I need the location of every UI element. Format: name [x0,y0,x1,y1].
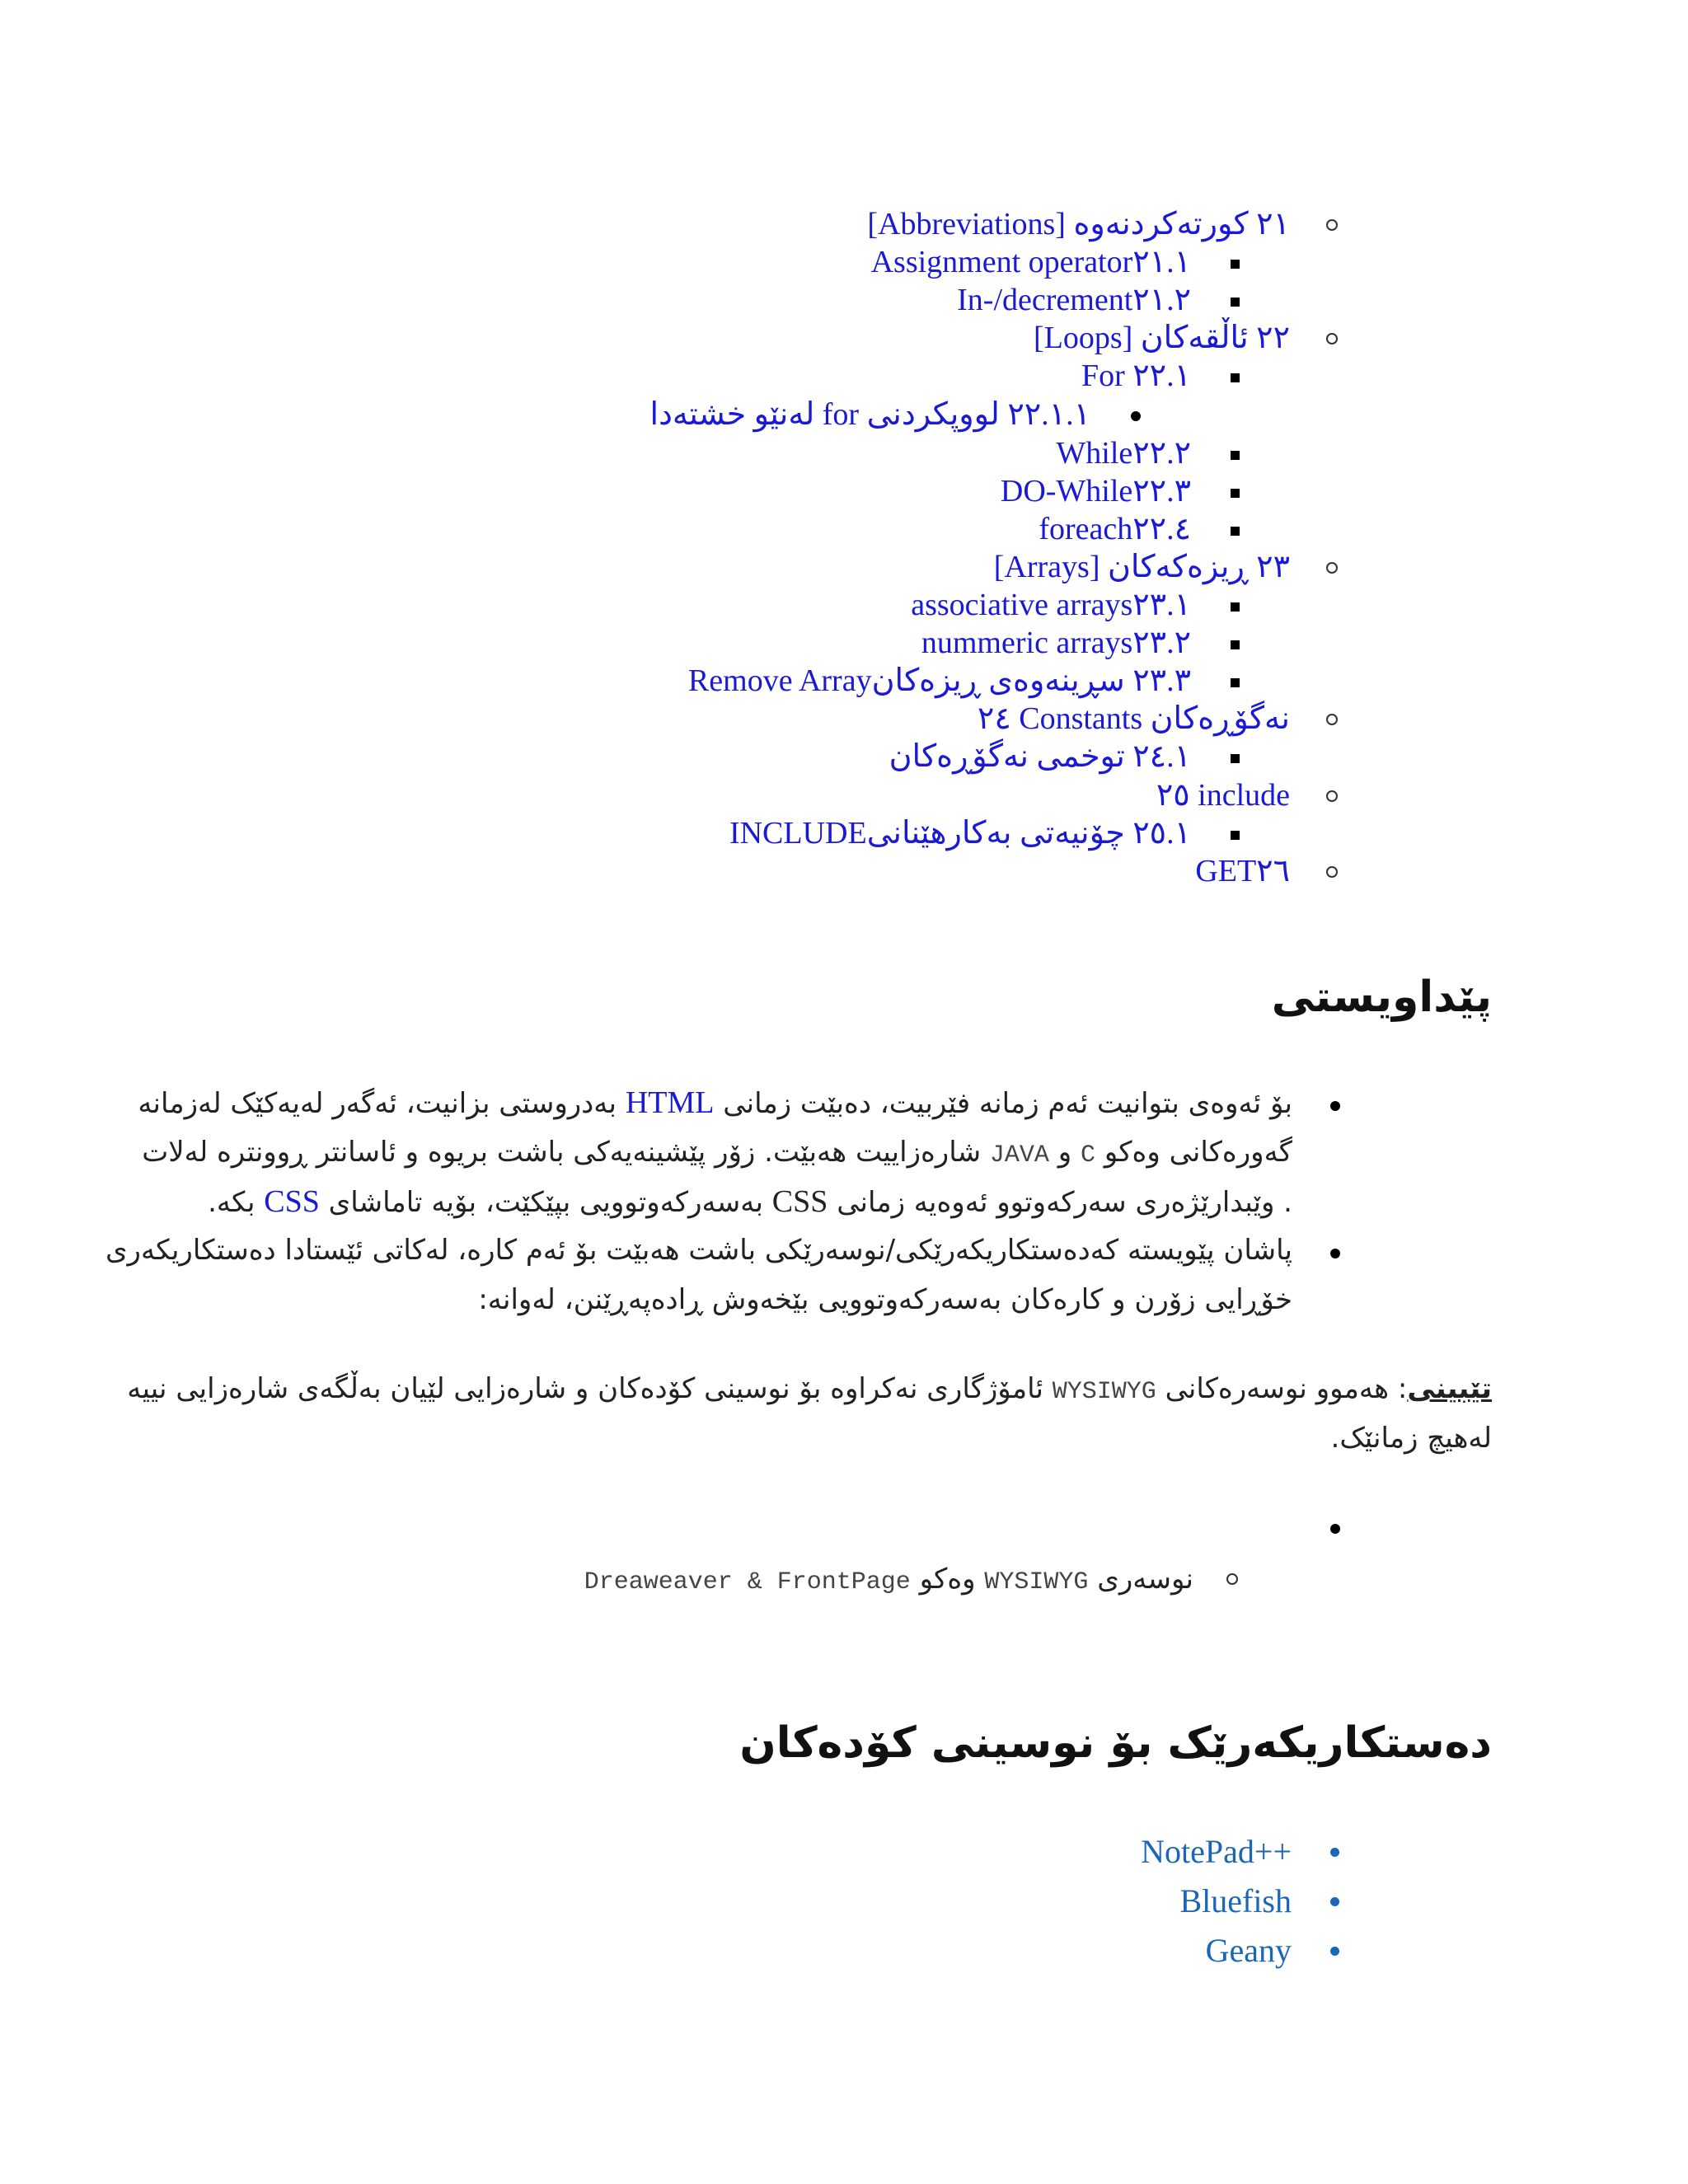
requirements-bullet-line [142,1127,1292,1180]
css-link[interactable]: CSS [264,1184,320,1219]
toc-item[interactable] [0,281,1688,319]
toc-item[interactable] [0,776,1688,814]
toc-link[interactable]: foreach٢٢.٤ [1039,512,1191,546]
toc-item[interactable] [0,852,1688,890]
square-bullet-icon [1231,754,1240,763]
toc-link[interactable]: ٢٢ ئاڵقەکان [Loops] [1033,321,1290,355]
toc-link[interactable]: ٢٥.١ چۆنیەتی بەکارهێنانیINCLUDE [729,816,1191,851]
code-examples: Dreaweaver & FrontPage [584,1568,911,1596]
circle-bullet-icon [1326,866,1338,878]
toc-item[interactable] [0,434,1688,472]
square-bullet-icon [1231,260,1240,269]
editor-link-bluefish[interactable]: Bluefish [1179,1882,1292,1919]
editor-link-geany[interactable]: Geany [1205,1932,1292,1969]
requirements-bullet-line [138,1078,1292,1128]
toc-link[interactable]: ٢٢.١.١ لووپکردنی for لەنێو خشتەدا [649,397,1090,432]
toc-item[interactable] [0,243,1688,281]
disc-bullet-icon [1330,1848,1339,1857]
toc-item[interactable] [0,319,1688,357]
toc-item[interactable] [0,700,1688,738]
code-wysiwyg: WYSIWYG [1052,1378,1156,1406]
square-bullet-icon [1231,640,1240,649]
toc-link[interactable]: associative arrays٢٣.١ [911,588,1191,622]
toc-link[interactable]: In-/decrement٢١.٢ [957,283,1191,317]
toc-link[interactable]: ٢٣ ڕیزەکەکان [Arrays] [993,550,1290,584]
text-segment: وەکو [919,1563,976,1596]
requirements-heading: پێداویستی [1271,972,1492,1022]
circle-bullet-icon [1326,562,1338,574]
toc-link[interactable]: ٢٤ Constants نەگۆڕەکان [977,701,1290,736]
toc-link[interactable]: ٢١ کورتەکردنەوە [Abbreviations] [867,207,1290,241]
square-bullet-icon [1231,298,1240,307]
circle-bullet-icon [1326,219,1338,231]
disc-bullet-icon [1330,1524,1340,1534]
circle-bullet-icon [1226,1573,1238,1585]
disc-bullet-icon [1330,1897,1339,1906]
disc-bullet-icon [1330,1947,1339,1956]
disc-bullet-icon [1330,1249,1340,1258]
toc-item[interactable] [0,510,1688,548]
text-segment: بەسەرکەوتوویی بپێکێت، بۆیە تاماشای [328,1186,763,1219]
text-segment: گەورەکانی وەکو [1104,1136,1292,1169]
toc-link[interactable]: ٢٥ include [1156,778,1290,813]
circle-bullet-icon [1326,790,1338,802]
toc-link[interactable]: While٢٢.٢ [1056,436,1191,471]
text-segment: بکە. [208,1186,256,1219]
html-link[interactable]: HTML [625,1085,715,1120]
editors-heading: دەستکاریکەرێک بۆ نوسینی کۆدەکان [739,1718,1492,1768]
square-bullet-icon [1231,373,1240,382]
wysiwyg-editors-item [584,1554,1193,1607]
text-segment: نوسەری [1097,1563,1193,1596]
disc-bullet-icon [1330,1101,1340,1111]
text-segment: : هەموو نوسەرەکانی [1165,1372,1408,1405]
disc-bullet-icon [1131,411,1141,421]
text-segment: شارەزاییت هەبێت. زۆر پێشینەیەکی باشت بریوە و ئاسانتر ڕوونترە لەلات [142,1136,982,1169]
text-segment: . وێبدارێژەری سەرکەوتوو ئەوەیە زمانی [837,1186,1292,1219]
toc-item[interactable] [0,814,1688,852]
toc-link[interactable]: For ٢٢.١ [1081,359,1191,393]
toc-link[interactable]: nummeric arrays٢٣.٢ [921,626,1191,660]
square-bullet-icon [1231,602,1240,612]
square-bullet-icon [1231,451,1240,460]
text-segment: بەدروستی بزانیت، ئەگەر لەیەکێک لەزمانە [138,1087,617,1120]
toc-item[interactable] [0,586,1688,624]
requirements-bullet-line: خۆڕایی زۆرن و کارەکان بەسەرکەوتوویی بێخەوش ڕادەپەڕێنن، لەوانە: [478,1283,1292,1316]
editor-link-notepad[interactable]: NotePad++ [1141,1833,1292,1870]
text-segment: و [1057,1136,1072,1169]
note-line [127,1364,1492,1417]
toc-item[interactable] [0,396,1688,434]
toc-item[interactable] [0,205,1688,243]
requirements-bullet-line [208,1177,1292,1227]
circle-bullet-icon [1326,714,1338,725]
toc-item[interactable] [0,357,1688,395]
requirements-bullet-line: پاشان پێویستە کەدەستکاریکەرێکی/نوسەرێکی باشت هەبێت بۆ ئەم کارە، لەکاتی ئێستادا دەستکاریکەری [105,1234,1292,1267]
toc-link[interactable]: DO-While٢٢.٣ [1000,474,1191,509]
text-segment: بۆ ئەوەی بتوانیت ئەم زمانە فێربیت، دەبێت زمانی [723,1087,1292,1120]
toc-item[interactable] [0,472,1688,510]
code-wysiwyg: WYSIWYG [984,1568,1089,1596]
toc-item[interactable] [0,738,1688,776]
text-segment: ئامۆژگاری نەکراوە بۆ نوسینی کۆدەکان و شارەزایی لێیان بەڵگەی شارەزایی نییە [127,1372,1043,1405]
toc-link[interactable]: Assignment operator٢١.١ [870,245,1191,279]
toc-link[interactable]: GET٢٦ [1195,854,1290,888]
toc-item[interactable] [0,662,1688,700]
circle-bullet-icon [1326,333,1338,344]
toc-item[interactable] [0,624,1688,662]
toc-link[interactable]: ٢٣.٣ سڕینەوەی ڕیزەکانRemove Array [687,663,1191,698]
code-java: JAVA [989,1141,1049,1169]
square-bullet-icon [1231,831,1240,840]
css-text: CSS [771,1184,828,1219]
toc-link[interactable]: ٢٤.١ توخمی نەگۆڕەکان [889,739,1191,774]
code-c: C [1080,1141,1095,1169]
note-line: لەهیچ زمانێک. [1330,1422,1492,1455]
square-bullet-icon [1231,678,1240,687]
toc-item[interactable] [0,548,1688,586]
note-label: تێبینی [1407,1372,1492,1405]
square-bullet-icon [1231,527,1240,536]
square-bullet-icon [1231,489,1240,498]
